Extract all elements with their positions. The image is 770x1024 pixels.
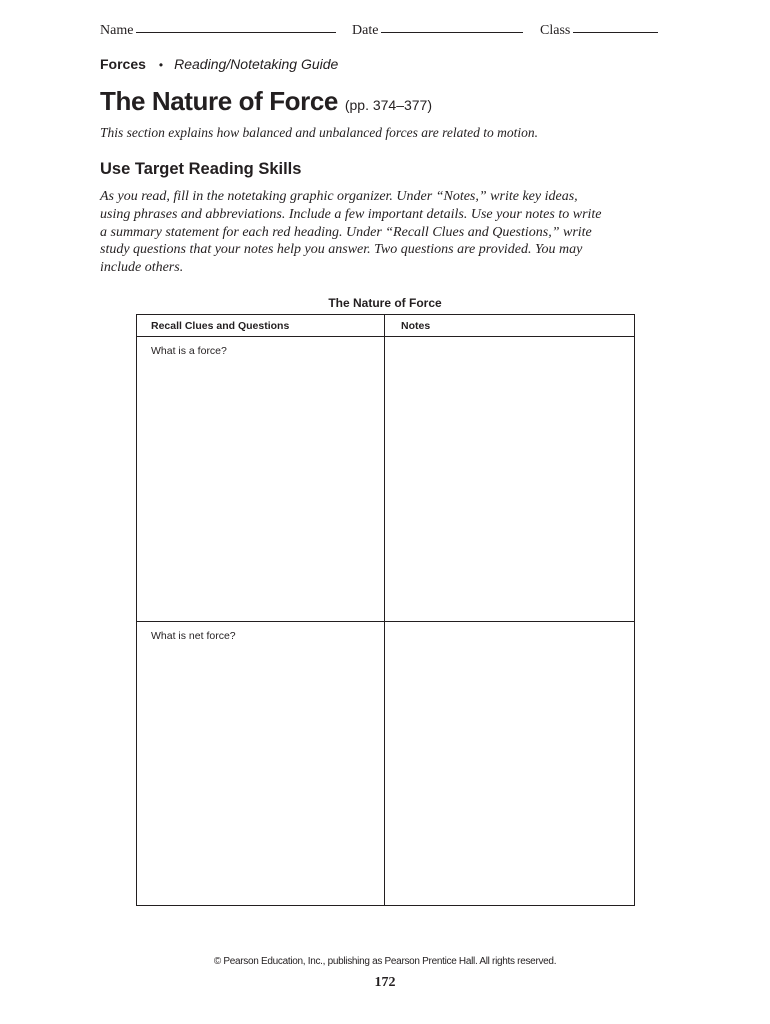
organizer-header-row bbox=[137, 315, 635, 337]
table-row bbox=[137, 621, 635, 906]
skills-heading: Use Target Reading Skills bbox=[100, 160, 302, 178]
date-blank-line[interactable] bbox=[381, 31, 523, 33]
guide-name: Reading/Notetaking Guide bbox=[174, 56, 339, 72]
date-label: Date bbox=[352, 23, 379, 38]
table-row bbox=[137, 337, 635, 622]
name-blank-line[interactable] bbox=[136, 31, 336, 33]
notes-cell[interactable] bbox=[385, 337, 635, 622]
column-header-recall bbox=[137, 315, 385, 337]
class-label: Class bbox=[540, 23, 571, 38]
bullet-separator: • bbox=[158, 58, 164, 72]
copyright-notice: © Pearson Education, Inc., publishing as Pearson Prentice Hall. All rights reserved. bbox=[213, 956, 557, 967]
breadcrumb bbox=[100, 56, 338, 72]
instructions-paragraph: As you read, fill in the notetaking graphic organizer. Under “Notes,” write key ideas, using phrases and abbreviations. Include a few important details. Use your notes to write a summary statement for each red heading. Under “Recall Clues and Questions,” write study questions that your notes help you answer. Two questions are provided. You may include others. bbox=[100, 189, 602, 276]
recall-question: What is net force? bbox=[151, 629, 236, 642]
notetaking-organizer bbox=[136, 314, 635, 906]
column-header-notes bbox=[385, 315, 635, 337]
class-blank-line[interactable] bbox=[573, 31, 658, 33]
name-field[interactable] bbox=[100, 23, 336, 39]
class-field[interactable] bbox=[540, 23, 658, 39]
date-field[interactable] bbox=[352, 23, 523, 39]
section-intro: This section explains how balanced and unbalanced forces are related to motion. bbox=[100, 125, 538, 140]
organizer-caption: The Nature of Force bbox=[328, 296, 442, 310]
recall-cell[interactable] bbox=[137, 621, 385, 906]
page-range: (pp. 374–377) bbox=[344, 97, 433, 113]
column-header-notes-label: Notes bbox=[401, 319, 431, 332]
notes-cell[interactable] bbox=[385, 621, 635, 906]
column-header-recall-label: Recall Clues and Questions bbox=[151, 319, 290, 332]
recall-cell[interactable] bbox=[137, 337, 385, 622]
name-label: Name bbox=[100, 23, 134, 38]
page-number: 172 bbox=[374, 975, 396, 990]
recall-question: What is a force? bbox=[151, 345, 227, 357]
student-info-fields bbox=[100, 23, 670, 43]
page-title bbox=[100, 86, 432, 117]
unit-name: Forces bbox=[100, 56, 146, 72]
section-title: The Nature of Force bbox=[100, 86, 338, 116]
